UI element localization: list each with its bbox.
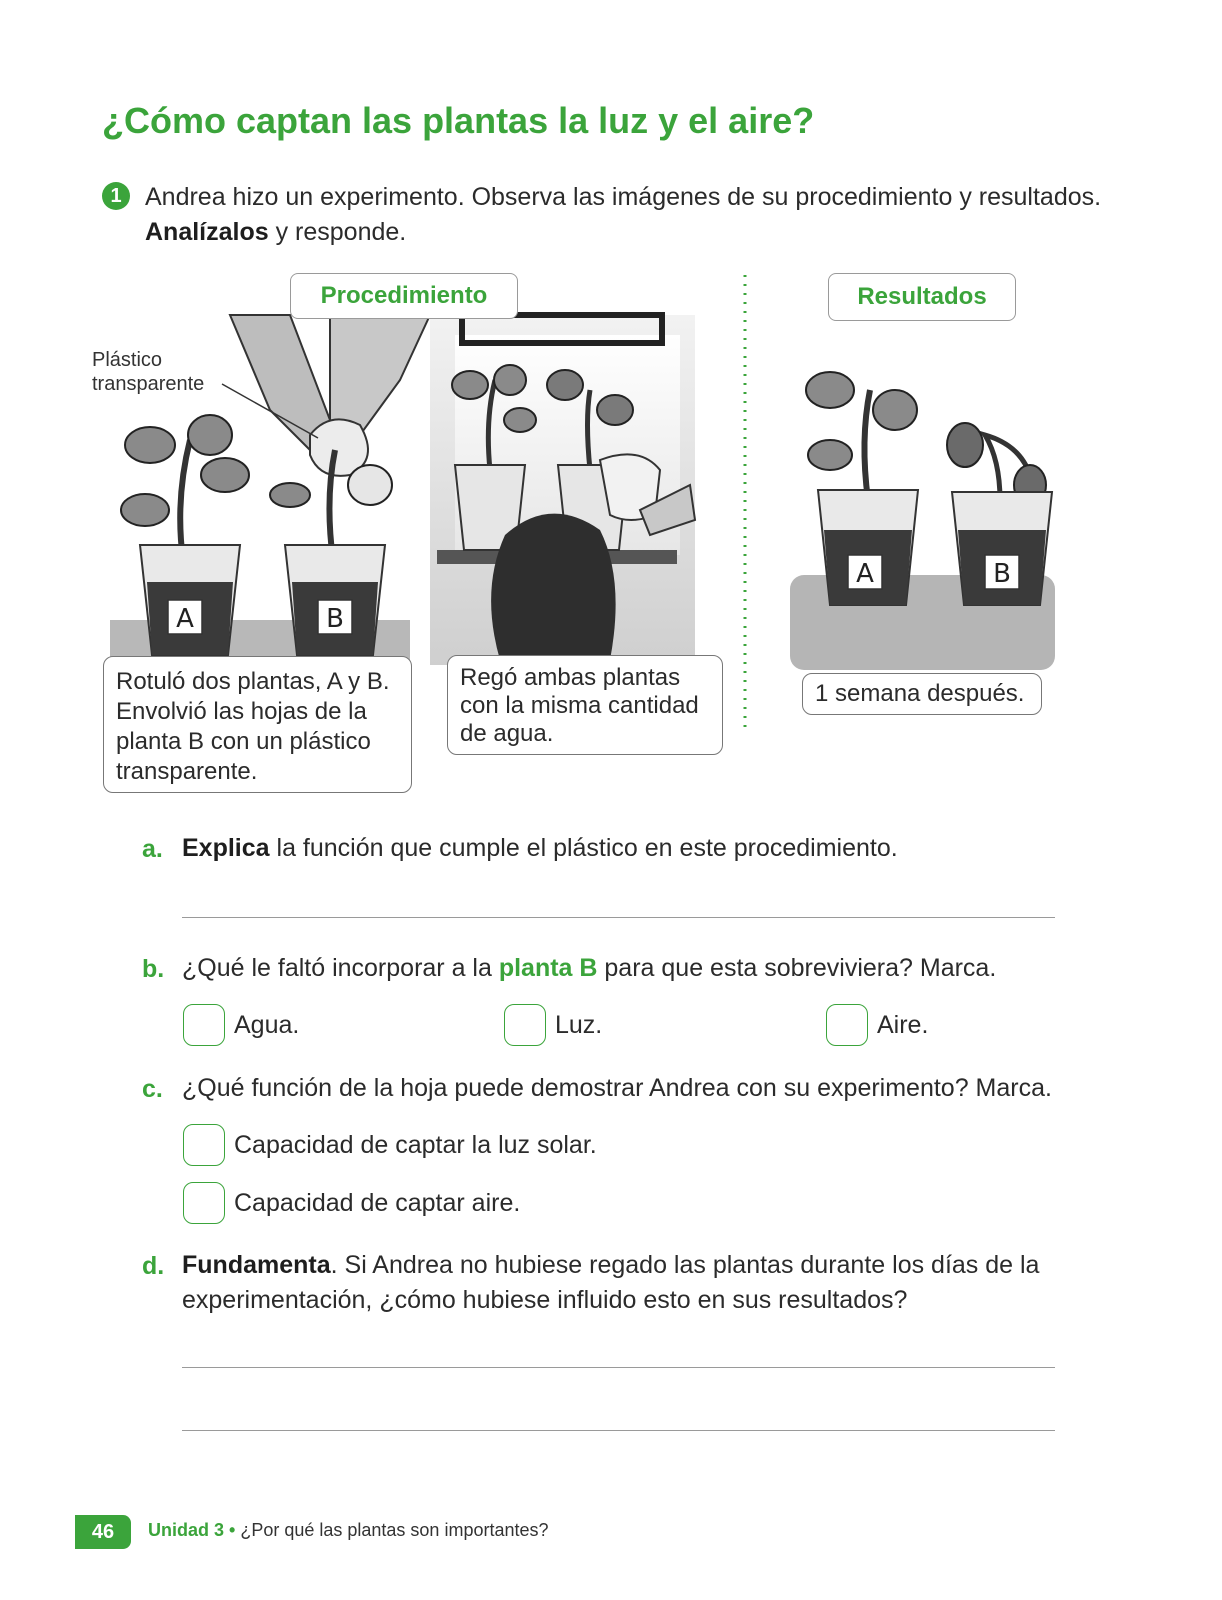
question-c-text: ¿Qué función de la hoja puede demostrar Andrea con su experimento? Marca. <box>182 1074 1052 1102</box>
question-b-text: ¿Qué le faltó incorporar a la planta B para que esta sobreviviera? Marca. <box>182 954 997 982</box>
caption-step-2: Regó ambas plantas con la misma cantidad de agua. <box>447 655 723 755</box>
svg-text:A: A <box>176 604 194 634</box>
question-b-letter: b. <box>142 955 165 983</box>
plant-a-left <box>121 415 249 655</box>
question-d-letter: d. <box>142 1252 165 1280</box>
procedure-label: Procedimiento <box>290 273 518 319</box>
unit-footer: Unidad 3 • ¿Por qué las plantas son importantes? <box>148 1520 549 1540</box>
svg-text:B: B <box>326 604 344 634</box>
checkbox-aire[interactable] <box>826 1004 868 1046</box>
results-panel <box>790 372 1055 670</box>
results-label: Resultados <box>828 273 1016 321</box>
question-d-text: Fundamenta. Si Andrea no hubiese regado las plantas durante los días de la experimentación, ¿cómo hubiese influido esto en sus resultados? <box>182 1251 1040 1314</box>
svg-text:B: B <box>993 559 1011 589</box>
option-captar-aire: Capacidad de captar aire. <box>234 1189 521 1217</box>
answer-line-d-1[interactable] <box>182 1367 1055 1368</box>
option-luz-solar: Capacidad de captar la luz solar. <box>234 1131 597 1159</box>
caption-step-1: Rotuló dos plantas, A y B. Envolvió las hojas de la planta B con un plástico transparente. <box>103 656 412 793</box>
option-aire: Aire. <box>877 1011 929 1039</box>
svg-text:A: A <box>856 559 874 589</box>
question-a-letter: a. <box>142 835 163 863</box>
page-title: ¿Cómo captan las plantas la luz y el aire? <box>102 100 815 141</box>
plastic-label: Plástico transparente <box>92 349 205 395</box>
option-luz: Luz. <box>555 1011 603 1039</box>
checkbox-captar-aire[interactable] <box>183 1182 225 1224</box>
checkbox-luz-solar[interactable] <box>183 1124 225 1166</box>
activity-number-badge: 1 <box>102 182 130 210</box>
procedure-panel-2 <box>430 315 695 665</box>
answer-line-d-2[interactable] <box>182 1430 1055 1431</box>
answer-line-a[interactable] <box>182 917 1055 918</box>
checkbox-luz[interactable] <box>504 1004 546 1046</box>
question-a-text: Explica la función que cumple el plástico en este procedimiento. <box>182 834 898 862</box>
caption-results: 1 semana después. <box>802 673 1042 715</box>
page-number: 46 <box>75 1515 131 1549</box>
question-c-letter: c. <box>142 1075 163 1103</box>
activity-instructions: Andrea hizo un experimento. Observa las imágenes de su procedimiento y resultados. Analízalos y responde. <box>145 183 1102 246</box>
checkbox-agua[interactable] <box>183 1004 225 1046</box>
option-agua: Agua. <box>234 1011 300 1039</box>
